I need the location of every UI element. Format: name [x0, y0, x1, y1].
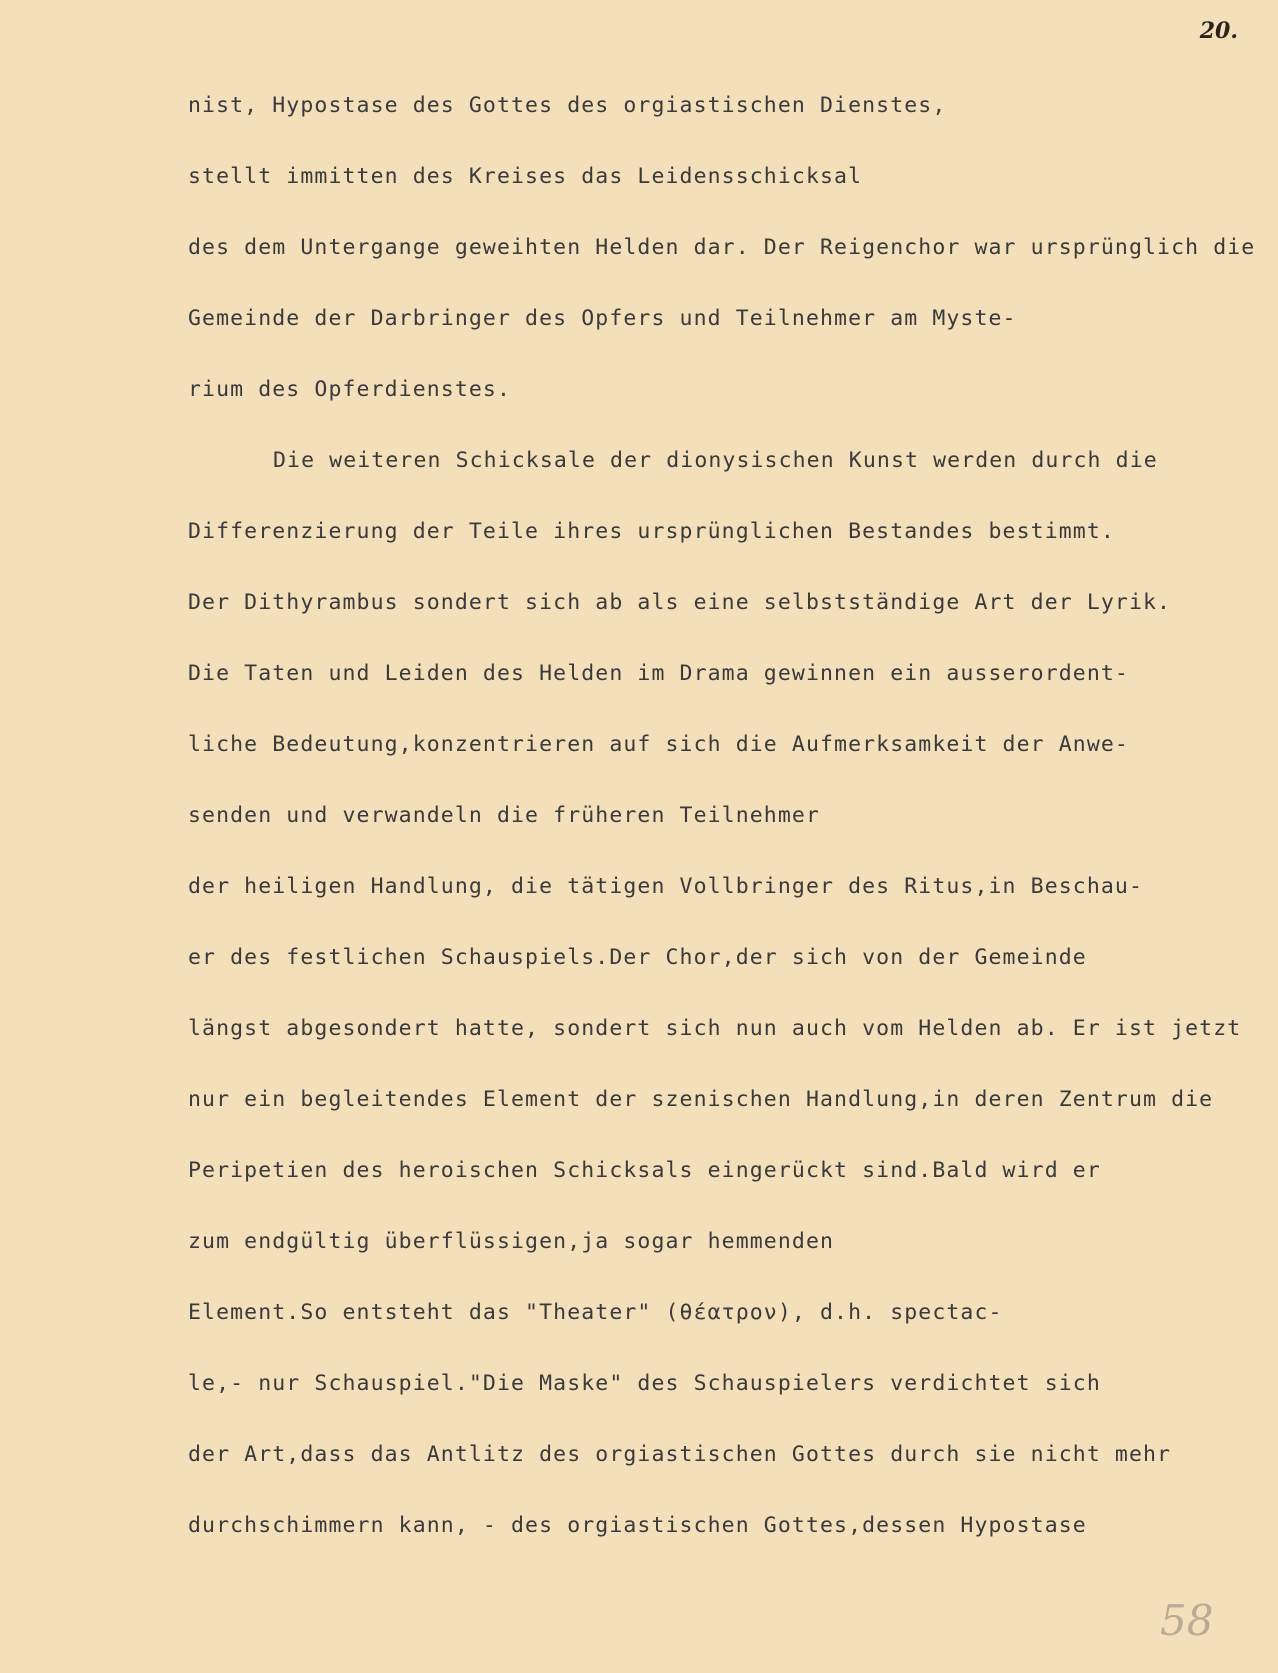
text-line: stellt immitten des Kreises das Leidensschicksal — [188, 164, 863, 189]
text-line: liche Bedeutung,konzentrieren auf sich die Aufmerksamkeit der Anwe- — [188, 732, 1129, 757]
text-line: nist, Hypostase des Gottes des orgiastischen Dienstes, — [188, 93, 947, 118]
text-line: le,- nur Schauspiel."Die Maske" des Schauspielers verdichtet sich — [188, 1371, 1101, 1396]
text-line: rium des Opferdienstes. — [188, 377, 512, 402]
text-line: Die Taten und Leiden des Helden im Drama gewinnen ein ausserordent- — [188, 661, 1129, 686]
text-line: zum endgültig überflüssigen,ja sogar hemmenden — [188, 1229, 835, 1254]
text-line: Gemeinde der Darbringer des Opfers und Teilnehmer am Myste- — [188, 306, 1017, 331]
typed-text-body — [188, 92, 1256, 1583]
text-line: senden und verwandeln die früheren Teilnehmer — [188, 803, 820, 828]
paragraph-start-line: Die weiteren Schicksale der dionysischen Kunst werden durch die — [273, 448, 1158, 473]
page-number: 20. — [1199, 18, 1238, 44]
text-line: des dem Untergange geweihten Helden dar. Der Reigenchor war ursprünglich die — [188, 235, 1256, 260]
text-line: der heiligen Handlung, die tätigen Vollbringer des Ritus,in Beschau- — [188, 874, 1143, 899]
text-line: nur ein begleitendes Element der szenischen Handlung,in deren Zentrum die — [188, 1087, 1214, 1112]
text-line: Der Dithyrambus sondert sich ab als eine selbstständige Art der Lyrik. — [188, 590, 1172, 615]
archive-pencil-number: 58 — [1160, 1596, 1214, 1645]
text-line: längst abgesondert hatte, sondert sich nun auch vom Helden ab. Er ist jetzt — [188, 1016, 1242, 1041]
text-line: der Art,dass das Antlitz des orgiastischen Gottes durch sie nicht mehr — [188, 1442, 1172, 1467]
text-line: Differenzierung der Teile ihres ursprünglichen Bestandes bestimmt. — [188, 519, 1115, 544]
text-line: Element.So entsteht das "Theater" (θέατρον), d.h. spectac- — [188, 1300, 1003, 1325]
text-line: er des festlichen Schauspiels.Der Chor,der sich von der Gemeinde — [188, 945, 1087, 970]
text-line: Peripetien des heroischen Schicksals eingerückt sind.Bald wird er — [188, 1158, 1101, 1183]
text-line: durchschimmern kann, - des orgiastischen Gottes,dessen Hypostase — [188, 1513, 1087, 1538]
